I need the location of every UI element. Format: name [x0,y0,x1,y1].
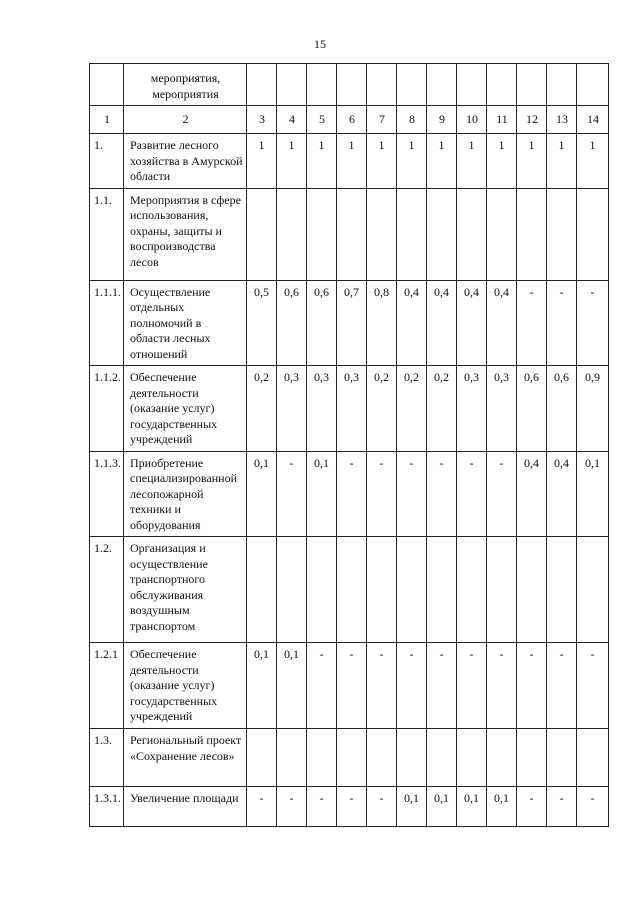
row-value-cell [247,729,277,787]
row-value-cell: 0,8 [367,280,397,366]
row-value-cell: 0,1 [307,451,337,537]
page-number: 15 [314,37,326,51]
table-row [90,729,609,787]
row-value-cell: 0,6 [517,366,547,452]
row-name-cell: Увеличение площади [124,787,247,827]
row-value-cell: - [547,643,577,729]
row-value-cell [397,537,427,643]
row-name-cell: Приобретение специализированной лесопожарной техники и оборудования [124,451,247,537]
row-value-cell: - [577,643,609,729]
row-value-cell: 1 [337,134,367,189]
row-value-cell: 0,1 [397,787,427,827]
table-header-row [90,64,609,106]
row-value-cell [277,729,307,787]
row-value-cell: 0,4 [517,451,547,537]
header-cell [427,64,457,106]
row-value-cell [457,188,487,280]
table-row [90,537,609,643]
row-value-cell [397,188,427,280]
column-index-cell: 10 [457,106,487,134]
row-value-cell [427,188,457,280]
row-value-cell [547,188,577,280]
row-value-cell: 1 [547,134,577,189]
row-value-cell: - [547,787,577,827]
table-row [90,280,609,366]
row-code-cell: 1.1.2. [90,366,124,452]
row-value-cell: - [517,280,547,366]
column-index-cell: 2 [124,106,247,134]
row-value-cell [247,537,277,643]
row-code-cell: 1.1. [90,188,124,280]
table-row [90,787,609,827]
header-cell [487,64,517,106]
row-name-cell: Обеспечение деятельности (оказание услуг) государственных учреждений [124,366,247,452]
column-index-cell: 1 [90,106,124,134]
row-value-cell: 1 [457,134,487,189]
row-value-cell: 0,4 [397,280,427,366]
row-value-cell: - [517,787,547,827]
row-value-cell: 0,4 [457,280,487,366]
row-value-cell: - [337,787,367,827]
row-value-cell [427,537,457,643]
header-cell [457,64,487,106]
row-value-cell [367,729,397,787]
row-value-cell: 0,3 [307,366,337,452]
table-row [90,188,609,280]
row-value-cell: 0,6 [307,280,337,366]
header-cell [397,64,427,106]
row-value-cell: 1 [517,134,547,189]
row-value-cell: - [307,643,337,729]
row-value-cell: 0,1 [427,787,457,827]
column-index-cell: 4 [277,106,307,134]
row-value-cell: 0,1 [457,787,487,827]
row-value-cell: 0,1 [487,787,517,827]
row-value-cell [577,188,609,280]
row-value-cell [247,188,277,280]
row-value-cell [307,188,337,280]
row-name-cell: Мероприятия в сфере использования, охраны, защиты и воспроизводства лесов [124,188,247,280]
row-value-cell: 1 [277,134,307,189]
header-cell [367,64,397,106]
row-value-cell [397,729,427,787]
row-value-cell: - [547,280,577,366]
row-value-cell: 0,3 [277,366,307,452]
row-value-cell: 0,2 [247,366,277,452]
row-value-cell: - [517,643,547,729]
row-value-cell [577,537,609,643]
row-value-cell: 1 [367,134,397,189]
row-value-cell: - [427,643,457,729]
row-value-cell: 1 [427,134,457,189]
row-code-cell: 1. [90,134,124,189]
row-value-cell: - [247,787,277,827]
header-cell [517,64,547,106]
row-value-cell: - [487,643,517,729]
row-value-cell: 0,5 [247,280,277,366]
row-value-cell: 0,2 [367,366,397,452]
row-value-cell: - [457,643,487,729]
column-index-cell: 8 [397,106,427,134]
row-value-cell [427,729,457,787]
row-value-cell: 0,1 [277,643,307,729]
row-name-cell: Организация и осуществление транспортного обслуживания воздушным транспортом [124,537,247,643]
column-index-cell: 11 [487,106,517,134]
row-value-cell: 0,9 [577,366,609,452]
header-cell [247,64,277,106]
row-value-cell: - [577,787,609,827]
header-cell-name: мероприятия, мероприятия [124,64,247,106]
row-value-cell: - [577,280,609,366]
row-code-cell: 1.2. [90,537,124,643]
table-row [90,643,609,729]
row-code-cell: 1.2.1 [90,643,124,729]
row-value-cell [547,537,577,643]
column-index-cell: 7 [367,106,397,134]
row-value-cell: - [337,643,367,729]
row-value-cell [517,188,547,280]
row-value-cell: 1 [247,134,277,189]
row-value-cell: 0,3 [337,366,367,452]
header-cell [547,64,577,106]
row-value-cell [517,729,547,787]
header-cell [337,64,367,106]
row-value-cell [457,729,487,787]
row-value-cell: 0,4 [427,280,457,366]
column-index-cell: 13 [547,106,577,134]
row-value-cell: - [337,451,367,537]
row-value-cell [337,188,367,280]
column-index-cell: 14 [577,106,609,134]
row-value-cell [337,537,367,643]
row-value-cell: 0,1 [247,643,277,729]
row-value-cell: 0,2 [397,366,427,452]
row-code-cell: 1.3.1. [90,787,124,827]
row-value-cell: 0,4 [487,280,517,366]
row-value-cell: 0,6 [277,280,307,366]
row-value-cell: 0,3 [457,366,487,452]
header-cell [577,64,609,106]
row-value-cell: - [367,451,397,537]
row-name-cell: Обеспечение деятельности (оказание услуг) государственных учреждений [124,643,247,729]
row-value-cell: 1 [487,134,517,189]
row-code-cell: 1.1.3. [90,451,124,537]
row-value-cell [367,537,397,643]
row-value-cell: - [367,643,397,729]
table-row [90,366,609,452]
table-row [90,451,609,537]
column-index-cell: 12 [517,106,547,134]
row-value-cell: 1 [307,134,337,189]
row-name-cell: Развитие лесного хозяйства в Амурской области [124,134,247,189]
header-cell-code [90,64,124,106]
row-value-cell: - [397,643,427,729]
row-value-cell [487,537,517,643]
row-value-cell: 0,7 [337,280,367,366]
row-value-cell [337,729,367,787]
row-value-cell: - [397,451,427,537]
row-value-cell [517,537,547,643]
row-value-cell: 0,3 [487,366,517,452]
row-value-cell: 1 [577,134,609,189]
row-value-cell [577,729,609,787]
header-cell [277,64,307,106]
row-code-cell: 1.1.1. [90,280,124,366]
row-value-cell [487,729,517,787]
row-value-cell [277,537,307,643]
row-value-cell: - [277,787,307,827]
row-value-cell [457,537,487,643]
row-value-cell [307,729,337,787]
row-name-cell: Осуществление отдельных полномочий в области лесных отношений [124,280,247,366]
row-value-cell [487,188,517,280]
row-value-cell: 0,4 [547,451,577,537]
row-value-cell: - [427,451,457,537]
row-value-cell: - [367,787,397,827]
column-index-cell: 3 [247,106,277,134]
row-value-cell: - [457,451,487,537]
row-name-cell: Региональный проект «Сохранение лесов» [124,729,247,787]
header-cell [307,64,337,106]
row-value-cell: 0,6 [547,366,577,452]
column-index-cell: 6 [337,106,367,134]
row-value-cell: 0,1 [247,451,277,537]
row-value-cell: 1 [397,134,427,189]
row-value-cell [367,188,397,280]
row-value-cell: - [487,451,517,537]
row-value-cell: - [307,787,337,827]
row-value-cell [547,729,577,787]
column-index-cell: 9 [427,106,457,134]
row-value-cell: - [277,451,307,537]
row-value-cell [277,188,307,280]
column-index-row [90,106,609,134]
row-value-cell: 0,2 [427,366,457,452]
column-index-cell: 5 [307,106,337,134]
row-value-cell: 0,1 [577,451,609,537]
indicators-table [89,63,609,827]
table-row [90,134,609,189]
row-code-cell: 1.3. [90,729,124,787]
row-value-cell [307,537,337,643]
